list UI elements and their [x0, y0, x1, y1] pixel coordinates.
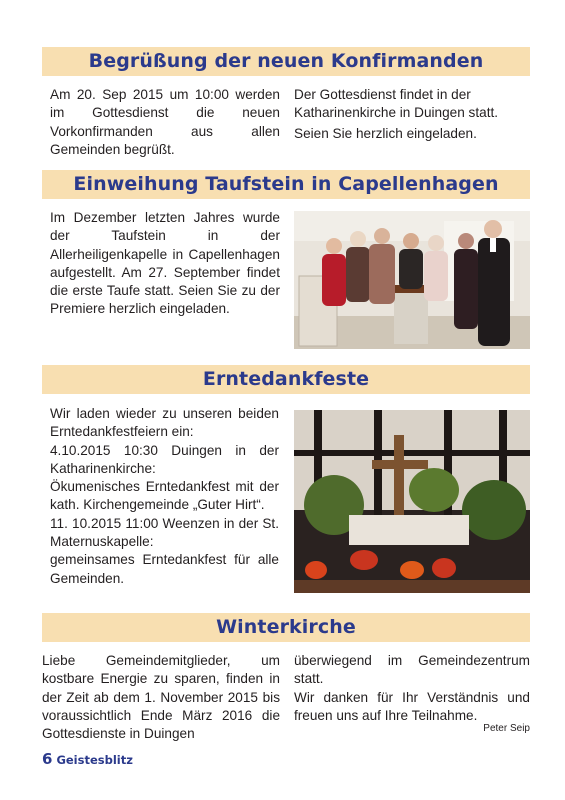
- page-footer: [42, 749, 133, 768]
- paragraph: Ökumenisches Erntedankfest mit der kath. Kirchengemeinde „Guter Hirt“.: [50, 479, 279, 513]
- paragraph: Wir laden wieder zu unseren beiden Erntedankfestfeiern ein:: [50, 406, 279, 440]
- erntedank-altar-photo: [294, 410, 530, 593]
- paragraph: Wir danken für Ihr Verständnis und freuen uns auf Ihre Teilnahme.: [294, 689, 530, 723]
- section-header-taufstein: [42, 170, 530, 199]
- section-header-winterkirche: [42, 613, 530, 642]
- section-header-konfirmanden: [42, 47, 530, 76]
- publication-name: Geistesblitz: [56, 753, 133, 767]
- erntedank-text: [50, 405, 279, 588]
- paragraph: überwiegend im Gemeindezentrum statt.: [294, 653, 530, 687]
- section-title: Winterkirche: [216, 616, 356, 638]
- author-name: Peter Seip: [483, 723, 530, 734]
- konfirmanden-text-right: [294, 86, 530, 143]
- taufstein-text: [50, 209, 280, 319]
- konfirmanden-text-left: [50, 86, 280, 159]
- paragraph: Der Gottesdienst findet in der Katharinenkirche in Duingen statt.: [294, 87, 499, 121]
- winterkirche-text-left: [42, 652, 280, 743]
- paragraph: Im Dezember letzten Jahres wurde der Taufstein in der Allerheiligenkapelle in Capellenhagen aufgestellt. Am 27. September findet die erste Taufe statt. Seien Sie zu der Premiere herzlich eingeladen.: [50, 210, 280, 317]
- paragraph: Liebe Gemeindemitglieder, um kostbare Energie zu sparen, finden in der Zeit ab dem 1. November 2015 bis voraussichtlich Ende März 2016 die Gottesdienste in Duingen: [42, 653, 280, 742]
- winterkirche-text-right: [294, 652, 530, 725]
- taufstein-group-photo: [294, 211, 530, 349]
- section-title: Erntedankfeste: [202, 368, 370, 390]
- page-number: 6: [42, 750, 53, 768]
- section-title: Einweihung Taufstein in Capellenhagen: [73, 173, 499, 195]
- paragraph: Seien Sie herzlich eingeladen.: [294, 125, 477, 141]
- paragraph: 4.10.2015 10:30 Duingen in der Katharinenkirche:: [50, 442, 279, 476]
- section-title: Begrüßung der neuen Konfirmanden: [88, 50, 484, 72]
- paragraph: 11. 10.2015 11:00 Weenzen in der St. Maternuskapelle:: [50, 515, 279, 550]
- paragraph: Am 20. Sep 2015 um 10:00 werden im Gottesdienst die neuen Vorkonfirmanden aus allen Gemeinden begrüßt.: [50, 87, 280, 157]
- section-header-erntedank: [42, 365, 530, 394]
- paragraph: gemeinsames Erntedankfest für alle Gemeinden.: [50, 552, 279, 586]
